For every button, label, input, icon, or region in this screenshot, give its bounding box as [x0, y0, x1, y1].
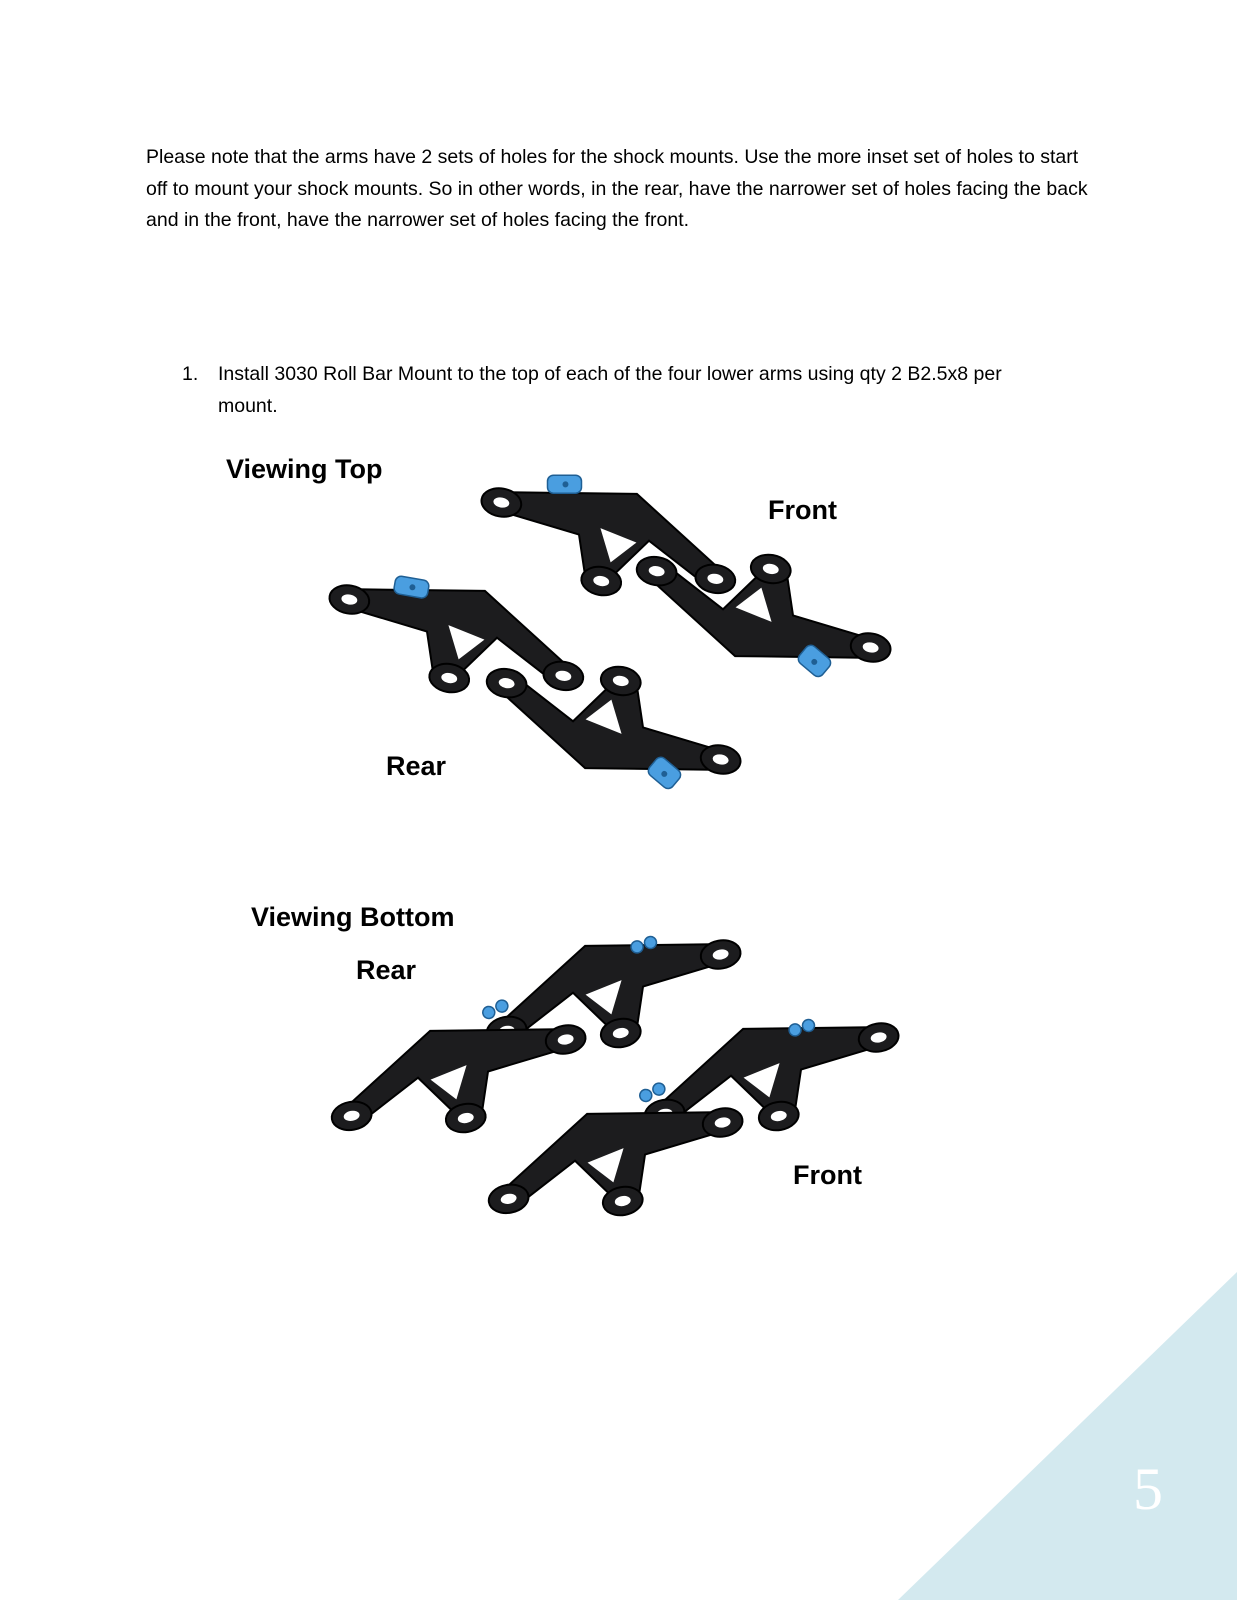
figure-top-rear-label: Rear — [386, 751, 447, 781]
figure-top-front-label: Front — [768, 495, 837, 525]
figure-bottom-rear-label: Rear — [356, 955, 417, 985]
arm-top-3 — [623, 532, 903, 690]
step-text: Install 3030 Roll Bar Mount to the top of each of the four lower arms using qty 2 B2.5x8 per mount. — [218, 363, 1002, 417]
arm-top-4 — [473, 644, 753, 802]
figure-bottom-front-label: Front — [793, 1160, 862, 1190]
intro-paragraph: Please note that the arms have 2 sets of holes for the shock mounts. Use the more inset set of holes to start off to mount your shock mounts. So in other words, in the rear, have the narrower set of holes facing the back and in the front, have the narrower set of holes facing the front. — [146, 146, 1088, 231]
arm-top-1 — [469, 459, 749, 618]
page-number: 5 — [1133, 1456, 1163, 1522]
step-number: 1. — [182, 363, 199, 385]
figure-top-title: Viewing Top — [226, 454, 383, 484]
arm-top-2 — [317, 565, 595, 715]
arm-bottom-4 — [474, 1070, 756, 1238]
figure-bottom-title: Viewing Bottom — [251, 902, 455, 932]
arm-bottom-2 — [317, 987, 599, 1155]
